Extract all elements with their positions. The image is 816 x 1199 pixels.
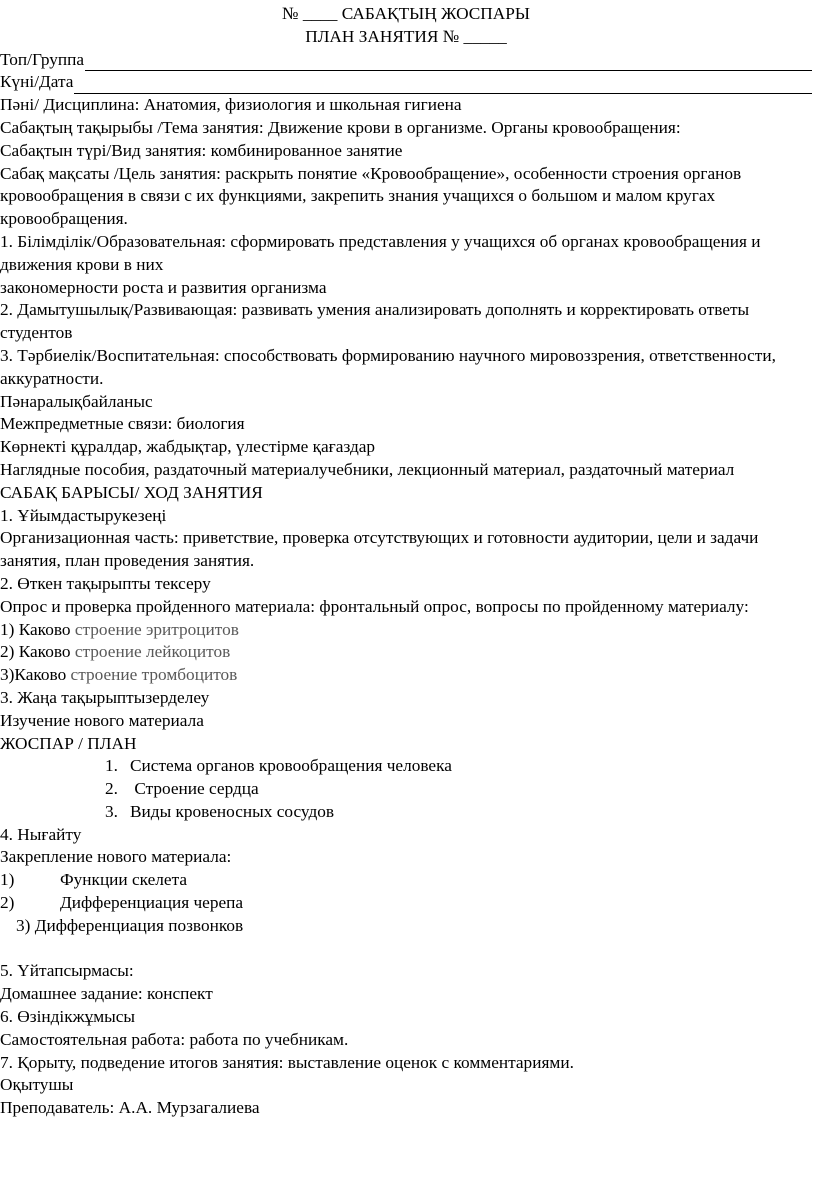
step-7: 7. Қорыту, подведение итогов занятия: выставление оценок с комментариями. (0, 1052, 574, 1072)
developmental-goal: 2. Дамытушылық/Развивающая: развивать умения анализировать дополнять и корректировать ответы студентов (0, 300, 750, 343)
plan-heading: ЖОСПАР / ПЛАН (0, 733, 137, 753)
visual-aids-ru: Наглядные пособия, раздаточный материалучебники, лекционный материал, раздаточный материал (0, 459, 735, 479)
title-line-1: № ____ САБАҚТЫҢ ЖОСПАРЫ (282, 4, 530, 23)
teacher-kz: Оқытушы (0, 1075, 74, 1095)
course-heading: САБАҚ БАРЫСЫ/ ХОД ЗАНЯТИЯ (0, 482, 263, 502)
step-5-ru: Домашнее задание: конспект (0, 984, 213, 1004)
document-page (0, 3, 812, 1120)
visual-aids-kz: Көрнекті құралдар, жабдықтар, үлестірме қағаздар (0, 437, 376, 457)
topic: Сабақтың тақырыбы /Тема занятия: Движение крови в организме. Органы кровообращения: (0, 117, 681, 137)
educational-goal: 1. Білімділік/Образовательная: сформировать представления у учащихся об органах кровообращения и движения крови в них (0, 231, 761, 274)
interdisciplinary-kz: Пәнаралықбайланыс (0, 391, 153, 411)
step-2-kz: 2. Өткен тақырыпты тексеру (0, 573, 211, 593)
question-2: 2) Каково строение лейкоцитов (0, 642, 231, 662)
step-4-ru: Закрепление нового материала: (0, 847, 232, 867)
step-1-ru: Организационная часть: приветствие, проверка отсутствующих и готовности аудитории, цели и задачи занятия, план проведения занятия. (0, 528, 759, 571)
step-1-kz: 1. Ұйымдастырукезеңі (0, 505, 167, 525)
educational-goal-cont: закономерности роста и развития организма (0, 277, 327, 297)
date-blank-line (74, 76, 812, 94)
interdisciplinary-ru: Межпредметные связи: биология (0, 414, 245, 434)
fix-item-1: 1) Функции скелета (0, 870, 188, 890)
step-5-kz: 5. Үйтапсырмасы: (0, 961, 134, 981)
step-6-kz: 6. Өзіндікжұмысы (0, 1007, 136, 1027)
discipline: Пәні/ Дисциплина: Анатомия, физиология и школьная гигиена (0, 95, 462, 115)
step-6-ru: Самостоятельная работа: работа по учебникам. (0, 1029, 349, 1049)
date-field (0, 71, 812, 94)
group-field (0, 49, 812, 72)
upbringing-goal: 3. Тәрбиелік/Воспитательная: способствовать формированию научного мировоззрения, ответственности, аккуратности. (0, 345, 776, 388)
step-3-kz: 3. Жаңа тақырыптызерделеу (0, 687, 210, 707)
teacher-ru: Преподаватель: А.А. Мурзагалиева (0, 1098, 260, 1118)
step-3-ru: Изучение нового материала (0, 710, 204, 730)
plan-item-3: 3. Виды кровеносных сосудов (105, 801, 335, 821)
title-line-2: ПЛАН ЗАНЯТИЯ № _____ (305, 26, 507, 46)
lesson-type: Сабақтын түрі/Вид занятия: комбинированное занятие (0, 140, 403, 160)
plan-item-2: 2. Строение сердца (105, 779, 259, 799)
step-2-ru: Опрос и проверка пройденного материала: фронтальный опрос, вопросы по пройденному материалу: (0, 596, 749, 616)
plan-item-1: 1. Система органов кровообращения человека (105, 756, 452, 776)
fix-item-2: 2) Дифференциация черепа (0, 893, 244, 913)
group-blank-line (85, 53, 812, 71)
fix-item-3: 3) Дифференциация позвонков (16, 915, 244, 935)
date-label: Күні/Дата (0, 72, 74, 92)
question-3: 3)Каково строение тромбоцитов (0, 665, 238, 685)
step-4-kz: 4. Нығайту (0, 824, 82, 844)
lesson-goal: Сабақ мақсаты /Цель занятия: раскрыть понятие «Кровообращение», особенности строения органов кровообращения в связи с их функциями, закрепить знания учащихся о большом и малом кругах кровообращения. (0, 163, 742, 229)
group-label: Топ/Группа (0, 49, 85, 69)
spacer (0, 938, 812, 961)
question-1: 1) Каково строение эритроцитов (0, 619, 239, 639)
